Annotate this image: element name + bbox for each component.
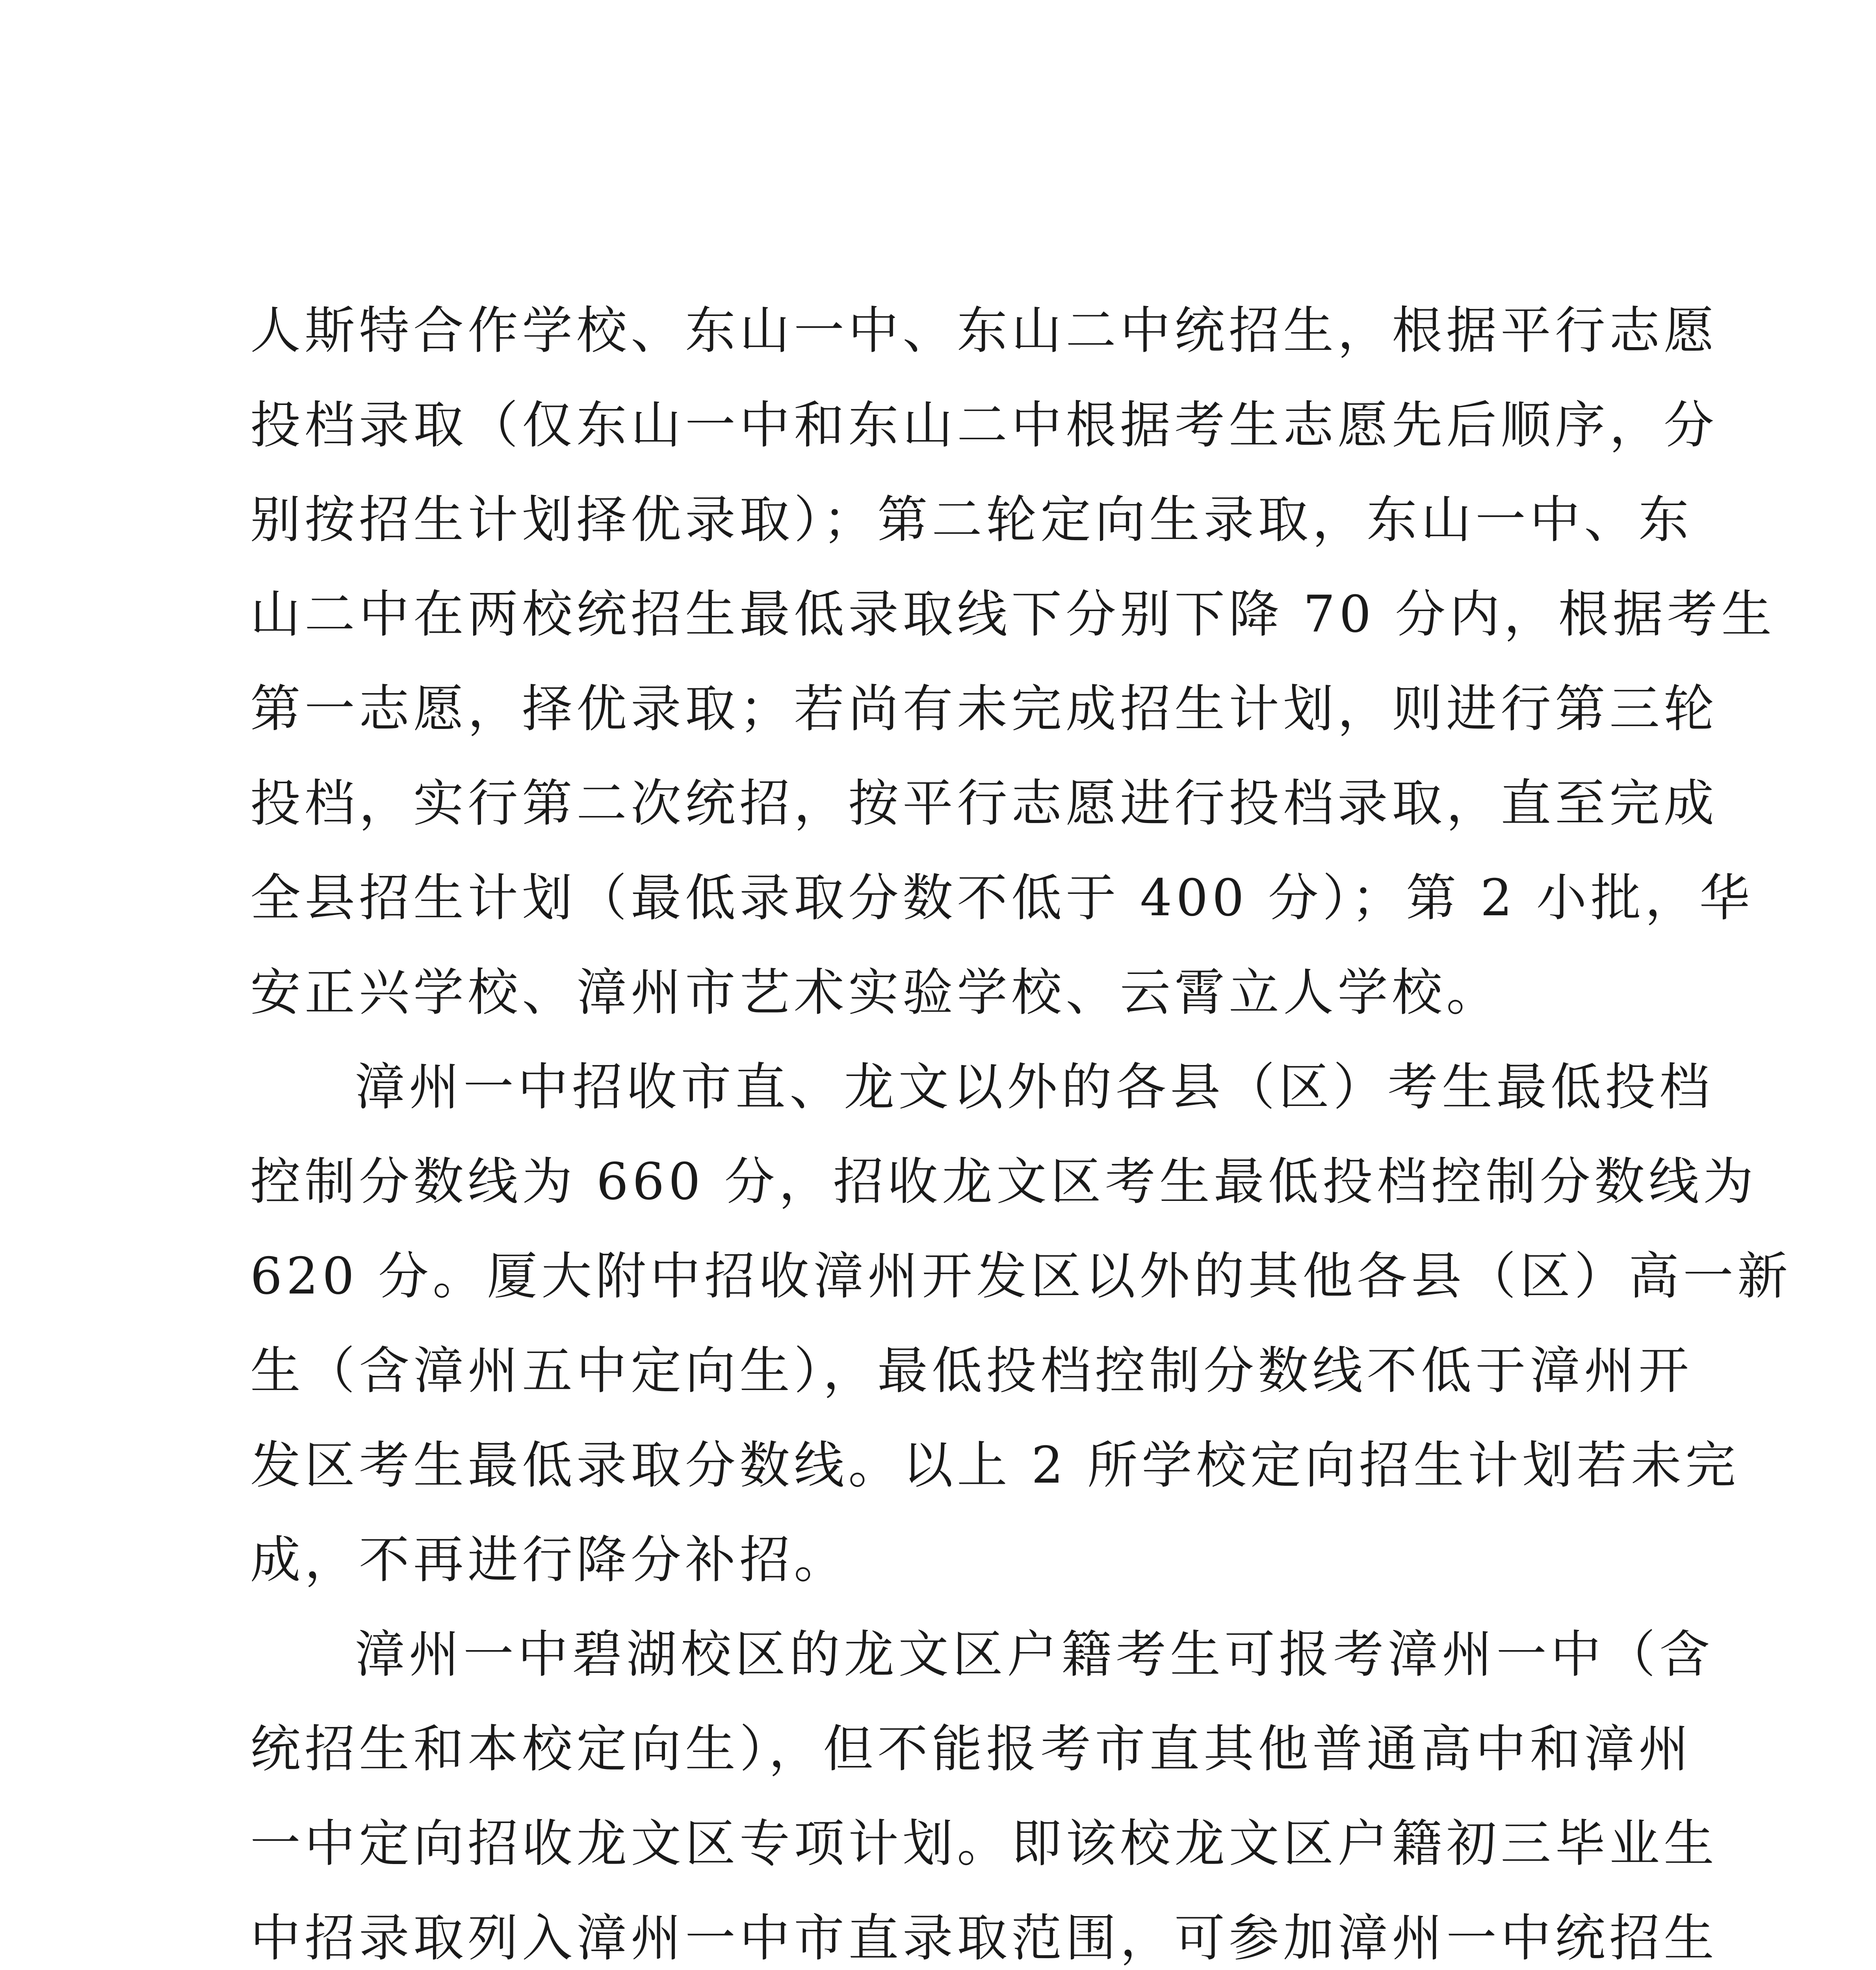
text-line: 安正兴学校、漳州市艺术实验学校、云霄立人学校。: [250, 963, 1501, 1022]
text-line: 别按招生计划择优录取）；第二轮定向生录取，东山一中、东: [250, 491, 1693, 549]
text-line: 投档，实行第二次统招，按平行志愿进行投档录取，直至完成: [250, 774, 1718, 833]
paragraph-first-line: 漳州一中招收市直、龙文以外的各县（区）考生最低投档: [355, 1058, 1714, 1117]
text-line: 一中定向招收龙文区专项计划。即该校龙文区户籍初三毕业生: [250, 1814, 1718, 1873]
text-line: 人斯特合作学校、东山一中、东山二中统招生，根据平行志愿: [250, 301, 1718, 360]
text-line: 中招录取列入漳州一中市直录取范围，可参加漳州一中统招生: [250, 1909, 1718, 1968]
text-line: 山二中在两校统招生最低录取线下分别下降 70 分内，根据考生: [250, 585, 1776, 644]
paragraph-first-line: 漳州一中碧湖校区的龙文区户籍考生可报考漳州一中（含: [355, 1625, 1714, 1684]
text-line: 第一志愿，择优录取；若尚有未完成招生计划，则进行第三轮: [250, 680, 1718, 738]
text-line: 发区考生最低录取分数线。以上 2 所学校定向招生计划若未完: [250, 1436, 1740, 1495]
text-line: 统招生和本校定向生），但不能报考市直其他普通高中和漳州: [250, 1720, 1693, 1779]
text-line: 控制分数线为 660 分，招收龙文区考生最低投档控制分数线为: [250, 1152, 1757, 1211]
text-line: 620 分。厦大附中招收漳州开发区以外的其他各县（区）高一新: [250, 1247, 1792, 1306]
text-line: 生（含漳州五中定向生），最低投档控制分数线不低于漳州开: [250, 1342, 1693, 1400]
text-line: 成，不再进行降分补招。: [250, 1531, 849, 1589]
text-line: 投档录取（仅东山一中和东山二中根据考生志愿先后顺序，分: [250, 396, 1718, 455]
text-line: 全县招生计划（最低录取分数不低于 400 分）；第 2 小批，华: [250, 869, 1754, 927]
